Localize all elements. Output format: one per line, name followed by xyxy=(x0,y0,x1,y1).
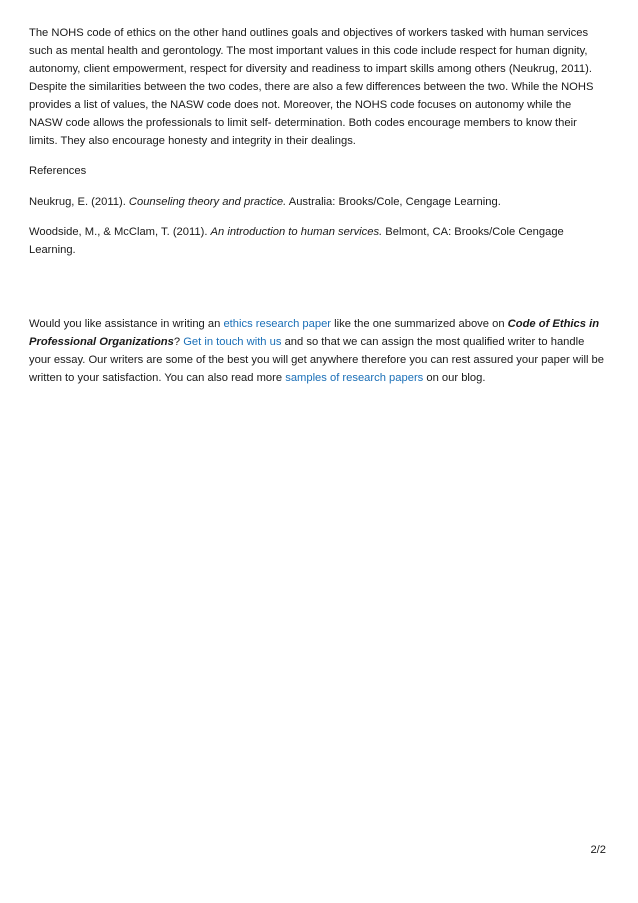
contact-link[interactable]: Get in touch with us xyxy=(183,336,282,348)
cta-topic: Code of Ethics in Professional Organizations xyxy=(29,318,600,348)
cta-text: ? xyxy=(173,336,184,348)
references-heading: References xyxy=(29,165,87,177)
reference-author: Neukrug, E. (2011). xyxy=(29,196,129,208)
cta-text: and so that we can assign the most qualified writer to handle your essay. Our writers are some of the best you will get anywhere therefore you can rest assured your paper will be written to your satisfaction. You can also read more xyxy=(29,336,604,384)
reference-title: An introduction to human services. xyxy=(210,226,383,238)
cta-text: on our blog. xyxy=(423,372,486,384)
reference-author: Woodside, M., & McClam, T. (2011). xyxy=(29,226,211,238)
cta-paragraph xyxy=(29,315,607,387)
reference-item xyxy=(29,223,607,259)
body-paragraph: The NOHS code of ethics on the other hand outlines goals and objectives of workers tasked with human services such as mental health and gerontology. The most important values in this code include respect for human dignity, autonomy, client empowerment, respect for diversity and readiness to impart skills among others (Neukrug, 2011). Despite the similarities between the two codes, there are also a few differences between the two. While the NOHS provides a list of values, the NASW code does not. Moreover, the NOHS code focuses on autonomy while the NASW code allows the professionals to limit self- determination. Both codes encourage members to know their limits. They also encourage honesty and integrity in their dealings. xyxy=(29,27,594,147)
samples-link[interactable]: samples of research papers xyxy=(285,372,424,384)
reference-title: Counseling theory and practice. xyxy=(128,196,287,208)
page-content xyxy=(29,24,607,399)
page-number: 2/2 xyxy=(590,844,606,856)
cta-text: like the one summarized above on xyxy=(331,318,508,330)
reference-item xyxy=(29,193,607,211)
reference-publisher: Belmont, CA: Brooks/Cole Cengage Learning. xyxy=(29,226,564,256)
cta-text: Would you like assistance in writing an xyxy=(29,318,224,330)
ethics-research-paper-link[interactable]: ethics research paper xyxy=(223,318,332,330)
reference-publisher: Australia: Brooks/Cole, Cengage Learning. xyxy=(286,196,501,208)
